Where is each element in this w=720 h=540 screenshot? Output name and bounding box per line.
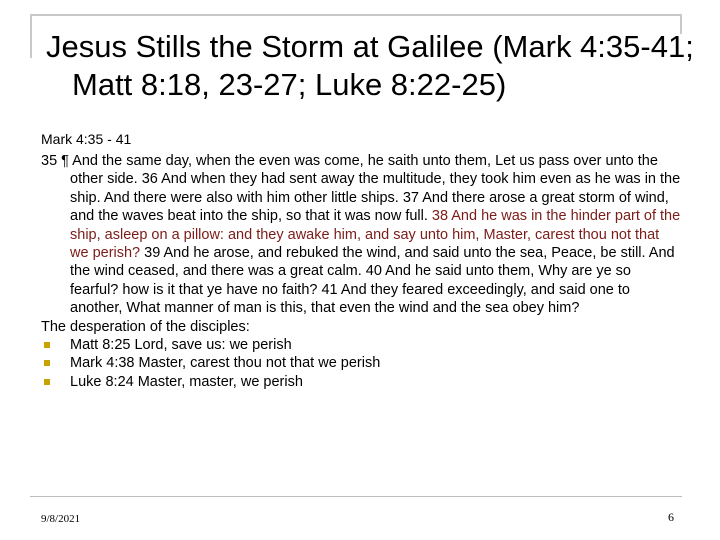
square-bullet-icon: [44, 379, 50, 385]
verse-text: [41, 152, 681, 318]
bullet-text: Matt 8:25 Lord, save us: we perish: [70, 337, 292, 354]
footer-date: 9/8/2021: [41, 513, 81, 525]
bullet-text: Luke 8:24 Master, master, we perish: [70, 373, 303, 390]
square-bullet-icon: [44, 342, 50, 348]
verse-segment-3: 39 And he arose, and rebuked the wind, and said unto the sea, Peace, be still. And the wind ceased, and there was a great calm. 40 And he said unto them, Why are ye so fearful? how is it that ye have no faith? 41 And they feared exceedingly, and said one to another, What manner of man is this, that even the wind and the sea obey him?: [70, 245, 675, 317]
scripture-reference: Mark 4:35 - 41: [41, 131, 132, 147]
square-bullet-icon: [44, 360, 50, 366]
verse-segment-highlight: 38 And he was in the hinder part of the ship, asleep on a pillow: and they awake him, and say unto him, Master, carest thou not that we perish?: [70, 208, 681, 262]
bullet-text: Mark 4:38 Master, carest thou not that we perish: [70, 355, 381, 372]
page-number: 6: [668, 510, 674, 524]
top-decor-line: [30, 14, 682, 16]
list-item: [41, 373, 681, 391]
desperation-heading: The desperation of the disciples:: [41, 318, 250, 335]
footer-divider: [30, 496, 682, 497]
verse-segment-1: 35 ¶ And the same day, when the even was come, he saith unto them, Let us pass over unto the other side. 36 And when they had sent away the multitude, they took him even as he was in the ship. And there were also with him other little ships. 37 And there arose a great storm of wind, and the waves beat into the ship, so that it was now full.: [41, 153, 681, 225]
list-item: [41, 354, 681, 372]
slide-title: Jesus Stills the Storm at Galilee (Mark 4:35-41; Matt 8:18, 23-27; Luke 8:22-25): [46, 29, 694, 102]
list-item: [41, 336, 681, 354]
desperation-list: [41, 336, 681, 391]
slide-body: [41, 152, 681, 391]
left-decor-line: [30, 14, 32, 58]
